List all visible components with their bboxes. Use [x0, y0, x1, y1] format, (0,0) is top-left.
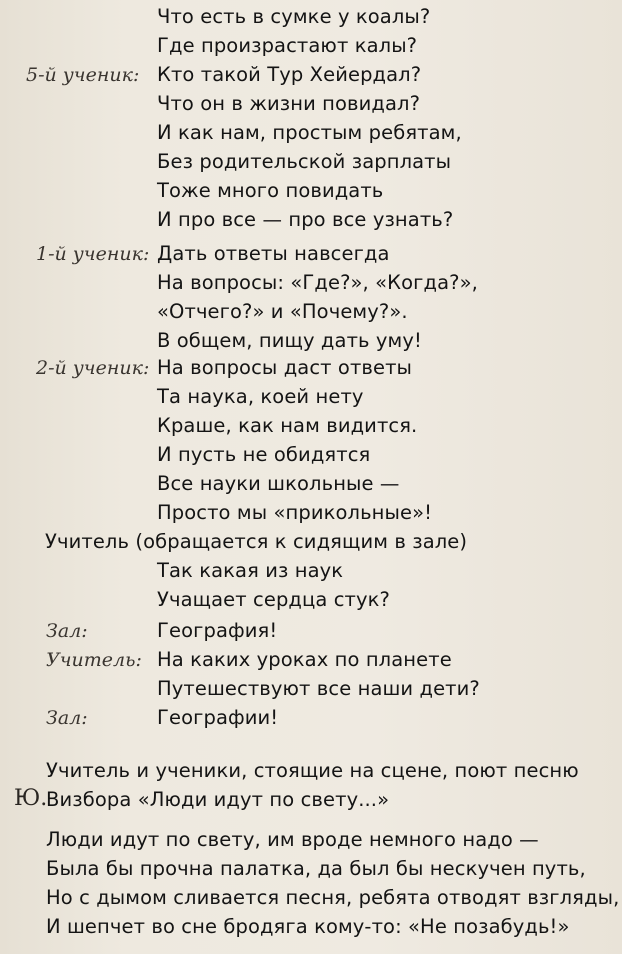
text-line: На вопросы даст ответы — [157, 356, 413, 379]
speaker-label: Зал: — [46, 707, 88, 729]
text-line: Где произрастают калы? — [157, 34, 418, 57]
song-line: Люди идут по свету, им вроде немного надо — — [46, 828, 539, 851]
prose-line: Учитель и ученики, стоящие на сцене, поют песню — [46, 759, 579, 782]
text-line: Что он в жизни повидал? — [157, 92, 421, 115]
text-line: На каких уроках по планете — [157, 648, 452, 671]
text-line: Тоже много повидать — [157, 179, 384, 202]
prose-line: Визбора «Люди идут по свету...» — [46, 788, 390, 811]
song-line: Но с дымом сливается песня, ребята отводят взгляды, — [46, 886, 620, 909]
text-line: И как нам, простым ребятам, — [157, 121, 462, 144]
speaker-label: 1-й ученик: — [36, 243, 150, 265]
text-line: Все науки школьные — — [157, 472, 400, 495]
text-line: Что есть в сумке у коалы? — [157, 5, 431, 28]
speaker-label: Зал: — [46, 620, 88, 642]
text-line: Учащает сердца стук? — [157, 588, 390, 611]
text-line: Без родительской зарплаты — [157, 150, 452, 173]
text-line: На вопросы: «Где?», «Когда?», — [157, 271, 478, 294]
text-line: И про все — про все узнать? — [157, 208, 454, 231]
text-line: И пусть не обидятся — [157, 443, 371, 466]
text-line: Кто такой Тур Хейердал? — [157, 63, 422, 86]
text-line: Географии! — [157, 706, 279, 729]
text-line: Дать ответы навсегда — [157, 242, 390, 265]
speaker-label: 2-й ученик: — [36, 357, 150, 379]
stage-direction: Учитель (обращается к сидящим в зале) — [45, 530, 468, 553]
song-line: Была бы прочна палатка, да был бы нескучен путь, — [46, 857, 586, 880]
text-line: Просто мы «прикольные»! — [157, 501, 433, 524]
text-line: В общем, пищу дать уму! — [157, 329, 422, 352]
text-line: География! — [157, 619, 278, 642]
song-line: И шепчет во сне бродяга кому-то: «Не позабудь!» — [46, 915, 570, 938]
text-line: «Отчего?» и «Почему?». — [157, 300, 408, 323]
speaker-label: Учитель: — [46, 649, 142, 671]
text-line: Та наука, коей нету — [157, 385, 364, 408]
margin-marker: Ю. — [14, 786, 48, 811]
text-line: Так какая из наук — [157, 559, 344, 582]
speaker-label: 5-й ученик: — [26, 64, 140, 86]
text-line: Краше, как нам видится. — [157, 414, 418, 437]
text-line: Путешествуют все наши дети? — [157, 677, 480, 700]
